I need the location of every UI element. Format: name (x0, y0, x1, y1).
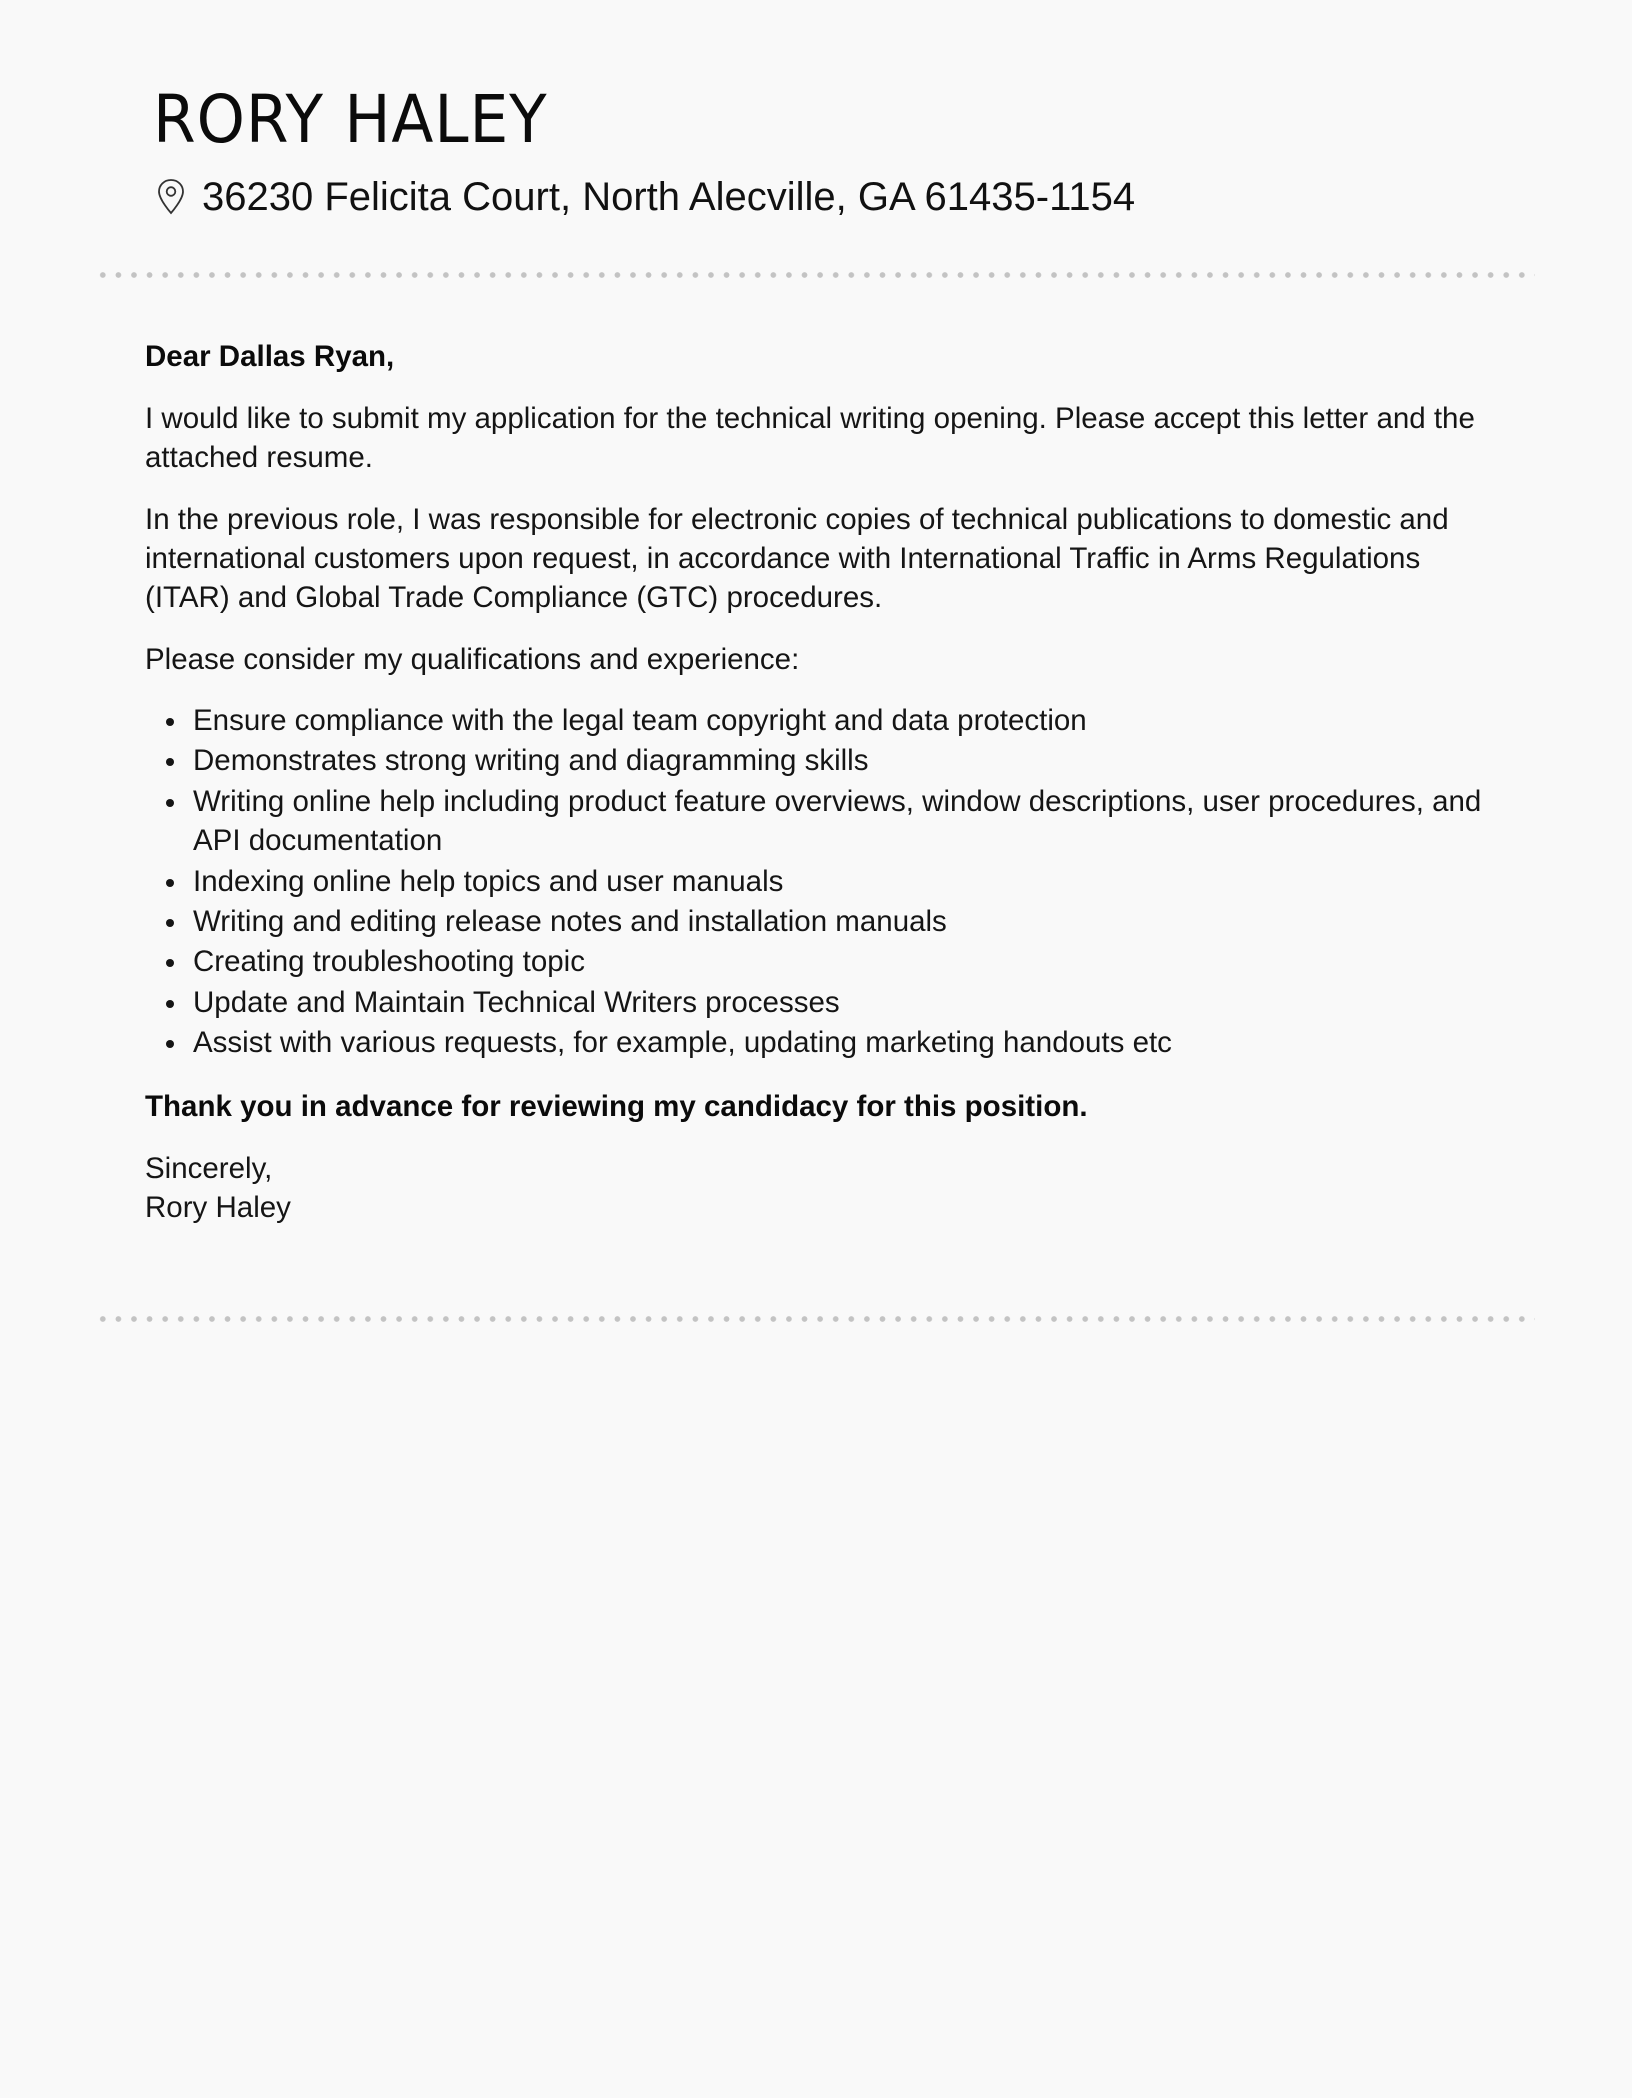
closing-statement: Thank you in advance for reviewing my candidacy for this position. (145, 1089, 1088, 1123)
list-item: Update and Maintain Technical Writers processes (193, 983, 1495, 1023)
list-item: Indexing online help topics and user manuals (193, 862, 1495, 902)
list-item: Writing online help including product feature overviews, window descriptions, user procedures, and API documentation (193, 782, 1495, 862)
signoff-block (145, 1149, 1495, 1227)
qualifications-list (145, 701, 1495, 1063)
list-item: Assist with various requests, for example, updating marketing handouts etc (193, 1023, 1495, 1063)
list-item: Ensure compliance with the legal team copyright and data protection (193, 701, 1495, 741)
map-pin-icon (156, 178, 186, 216)
address-text: 36230 Felicita Court, North Alecville, GA 61435-1154 (202, 175, 1136, 219)
signature-name: Rory Haley (145, 1190, 291, 1224)
applicant-name: RORY HALEY (153, 81, 548, 158)
list-item: Creating troubleshooting topic (193, 942, 1495, 982)
paragraph-experience: In the previous role, I was responsible for electronic copies of technical publications to domestic and international customers upon request, in accordance with International Traffic in Arms Regulations (ITAR) and Global Trade Compliance (GTC) procedures. (145, 503, 1449, 614)
bottom-divider (95, 1315, 1535, 1323)
list-item: Demonstrates strong writing and diagramming skills (193, 741, 1495, 781)
list-item: Writing and editing release notes and installation manuals (193, 902, 1495, 942)
top-divider (95, 271, 1535, 279)
signoff: Sincerely, (145, 1151, 273, 1185)
paragraph-qualifications-lead: Please consider my qualifications and experience: (145, 643, 800, 676)
paragraph-intro: I would like to submit my application for the technical writing opening. Please accept this letter and the attached resume. (145, 402, 1475, 474)
salutation: Dear Dallas Ryan, (145, 340, 395, 373)
letter-header (153, 78, 1533, 224)
address-line (153, 170, 1533, 224)
letter-body (145, 337, 1495, 1250)
